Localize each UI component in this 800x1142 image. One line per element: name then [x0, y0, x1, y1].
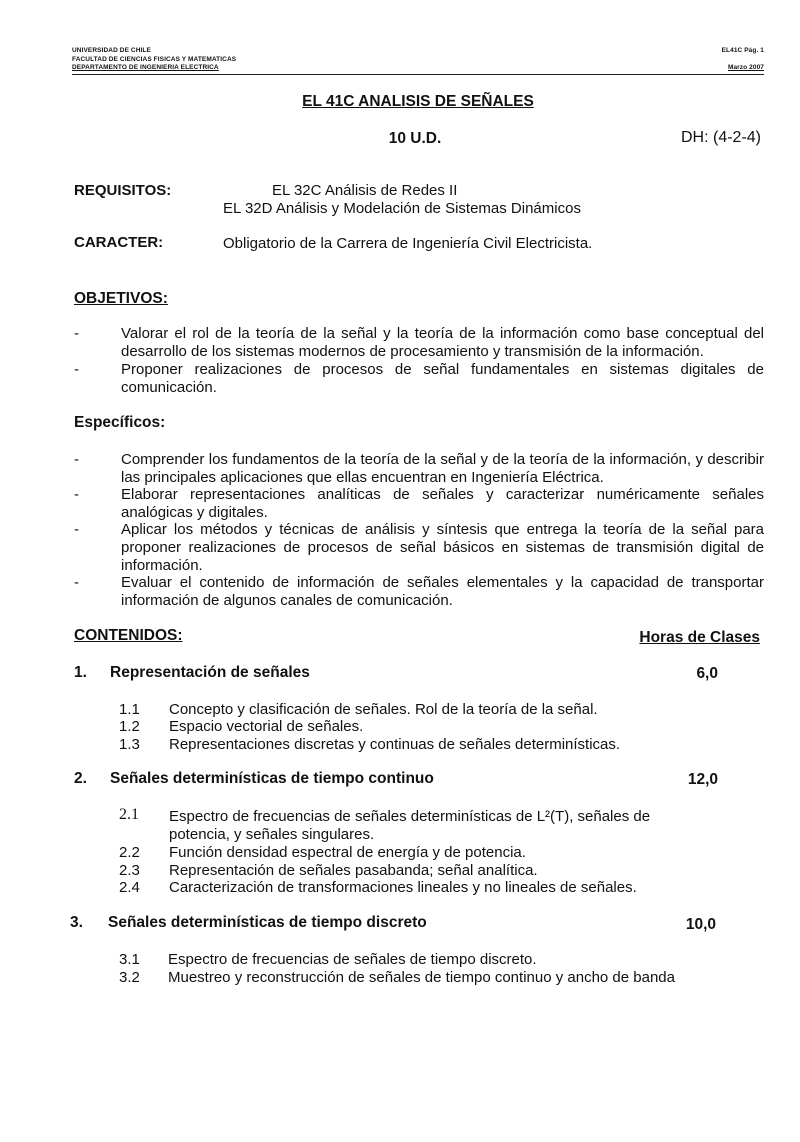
especifico-2: Elaborar representaciones analíticas de señales y caracterizar numéricamente señales analógicas y digitales. [121, 486, 764, 521]
caracter-label: CARACTER: [74, 234, 164, 251]
item-text: Función densidad espectral de energía y de potencia. [169, 844, 526, 861]
section-number: 1. [74, 664, 87, 681]
section-title: Representación de señales [110, 664, 310, 681]
item-number: 1.3 [119, 736, 140, 753]
section-number: 3. [70, 914, 83, 931]
item-number: 3.1 [119, 951, 140, 968]
header-date: Marzo 2007 [727, 64, 764, 71]
requisito-2: EL 32D Análisis y Modelación de Sistemas Dinámicos [223, 200, 581, 217]
page-ref-code: EL41C Pág. 1 [721, 47, 764, 54]
item-text: Concepto y clasificación de señales. Rol de la teoría de la señal. [169, 701, 598, 718]
objetivo-2: Proponer realizaciones de procesos de señal fundamentales en sistemas digitales de comunicación. [121, 361, 764, 396]
page-title: EL 41C ANALISIS DE SEÑALES [302, 93, 534, 110]
contenidos-heading: CONTENIDOS: [74, 627, 183, 644]
requisito-1: EL 32C Análisis de Redes II [272, 182, 458, 199]
especifico-bullet: - [74, 451, 79, 468]
item-text: Caracterización de transformaciones lineales y no lineales de señales. [169, 879, 637, 896]
item-number: 2.2 [119, 844, 140, 861]
section-title: Señales determinísticas de tiempo discreto [108, 914, 427, 931]
especifico-3: Aplicar los métodos y técnicas de análisis y síntesis que entrega la teoría de la señal para proponer realizaciones de procesos de señal básicos en sistemas de transmisión digital de información. [121, 521, 764, 574]
item-number: 1.1 [119, 701, 140, 718]
especifico-bullet: - [74, 486, 79, 503]
header-rule [72, 74, 764, 75]
section-number: 2. [74, 770, 87, 787]
course-units: 10 U.D. [388, 130, 442, 147]
objetivos-heading: OBJETIVOS: [74, 290, 168, 307]
item-text: Espectro de frecuencias de señales determinísticas de L²(T), señales de potencia, y señales singulares. [169, 808, 651, 843]
section-hours: 6,0 [696, 665, 718, 682]
header-faculty: FACULTAD DE CIENCIAS FISICAS Y MATEMATICAS [72, 55, 237, 63]
item-text: Espacio vectorial de señales. [169, 718, 364, 735]
page-reference [722, 47, 764, 73]
item-text: Representación de señales pasabanda; señal analítica. [169, 862, 538, 879]
objetivo-1: Valorar el rol de la teoría de la señal y la teoría de la información como base conceptual del desarrollo de los sistemas modernos de procesamiento y transmisión de la información. [121, 325, 764, 360]
item-number: 2.3 [119, 862, 140, 879]
especificos-heading: Específicos: [74, 414, 166, 431]
item-number: 2.1 [119, 806, 139, 823]
header-department: DEPARTAMENTO DE INGENIERIA ELECTRICA [72, 64, 219, 71]
institution-header [72, 47, 236, 73]
section-hours: 10,0 [685, 916, 716, 933]
item-number: 2.4 [119, 879, 140, 896]
especifico-1: Comprender los fundamentos de la teoría de la señal y de la teoría de la información, y describir las principales aplicaciones que ellas encuentran en Ingeniería Eléctrica. [121, 451, 764, 486]
section-hours: 12,0 [687, 771, 718, 788]
especifico-4: Evaluar el contenido de información de señales elementales y la capacidad de transportar información de algunos canales de comunicación. [121, 574, 764, 609]
item-text: Espectro de frecuencias de señales de tiempo discreto. [168, 951, 537, 968]
objetivo-bullet: - [74, 325, 79, 342]
item-text: Representaciones discretas y continuas de señales determinísticas. [169, 736, 621, 753]
especifico-bullet: - [74, 521, 79, 538]
objetivo-bullet: - [74, 361, 79, 378]
item-number: 1.2 [119, 718, 140, 735]
caracter-value: Obligatorio de la Carrera de Ingeniería Civil Electricista. [223, 235, 593, 252]
hours-heading: Horas de Clases [639, 629, 760, 646]
especifico-bullet: - [74, 574, 79, 591]
item-number: 3.2 [119, 969, 140, 986]
section-title: Señales determinísticas de tiempo continuo [110, 770, 434, 787]
course-dh: DH: (4-2-4) [680, 129, 761, 146]
item-text: Muestreo y reconstrucción de señales de tiempo continuo y ancho de banda [168, 969, 675, 986]
header-university: UNIVERSIDAD DE CHILE [72, 47, 151, 54]
requisitos-label: REQUISITOS: [74, 182, 172, 199]
